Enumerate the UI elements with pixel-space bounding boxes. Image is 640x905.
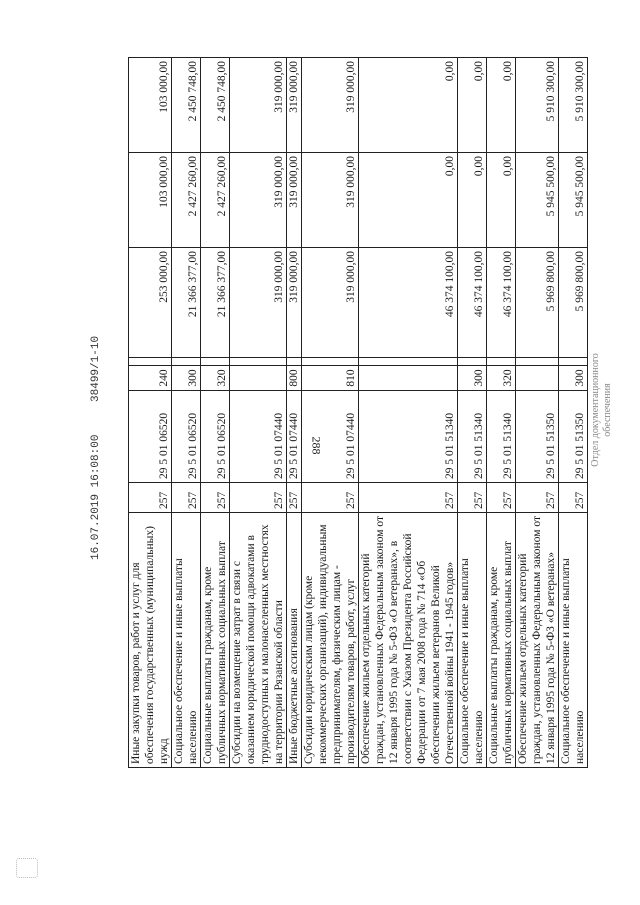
row-csr-cell: 29 5 01 51340 [359,391,458,483]
row-sum3-cell: 5 910 300,00 [559,58,588,153]
rotated-table-container [128,58,588,768]
row-gap-cell [359,358,458,366]
row-gr-cell: 257 [302,483,359,513]
row-name-cell: Субсидии юридическим лицам (кроме некоммерческих организаций), индивидуальным предпринимателям, физическим лицам - производителям товаров, работ, услуг [302,513,359,768]
row-sum2-cell: 319 000,00 [287,153,302,248]
row-sum3-cell: 319 000,00 [230,58,287,153]
row-gap-cell [487,358,516,366]
row-sum2-cell: 2 427 260,00 [201,153,230,248]
row-sum1-cell: 253 000,00 [129,248,172,358]
row-gap-cell [458,358,487,366]
row-sum1-cell: 319 000,00 [302,248,359,358]
table-row [516,58,559,768]
row-gap-cell [201,358,230,366]
row-name-cell: Социальное обеспечение и иные выплаты населению [559,513,588,768]
table-row [129,58,172,768]
row-vr-cell: 320 [487,366,516,391]
row-sum1-cell: 46 374 100,00 [359,248,458,358]
row-sum3-cell: 5 910 300,00 [516,58,559,153]
row-gap-cell [302,358,359,366]
row-sum1-cell: 46 374 100,00 [487,248,516,358]
row-name-cell: Иные закупки товаров, работ и услуг для обеспечения государственных (муниципальных) нужд [129,513,172,768]
document-code: 38499/1-10 [90,335,102,402]
row-sum3-cell: 0,00 [458,58,487,153]
row-name-cell: Субсидии на возмещение затрат в связи с оказанием юридической помощи адвокатами в труднодоступных и малонаселенных местностях на территории Рязанской области [230,513,287,768]
row-vr-cell: 300 [458,366,487,391]
row-gr-cell: 257 [129,483,172,513]
row-csr-cell: 29 5 01 07440 [287,391,302,483]
row-csr-cell: 29 5 01 51350 [516,391,559,483]
row-vr-cell: 240 [129,366,172,391]
row-sum2-cell: 5 945 500,00 [516,153,559,248]
row-gap-cell [230,358,287,366]
row-csr-cell: 29 5 01 06520 [129,391,172,483]
row-gap-cell [172,358,201,366]
row-vr-cell [516,366,559,391]
row-vr-cell [359,366,458,391]
row-vr-cell: 300 [172,366,201,391]
row-gr-cell: 257 [487,483,516,513]
row-sum1-cell: 5 969 800,00 [559,248,588,358]
row-sum1-cell: 5 969 800,00 [516,248,559,358]
seal-mark [16,858,38,878]
row-sum1-cell: 21 366 377,00 [201,248,230,358]
row-gap-cell [516,358,559,366]
row-sum2-cell: 319 000,00 [302,153,359,248]
row-gr-cell: 257 [516,483,559,513]
row-vr-cell: 800 [287,366,302,391]
row-gr-cell: 257 [458,483,487,513]
table-row [230,58,287,768]
row-name-cell: Обеспечение жильем отдельных категорий граждан, установленных Федеральным законом от 12 января 1995 года № 5-ФЗ «О ветеранах» [516,513,559,768]
row-name-cell: Обеспечение жильем отдельных категорий граждан, установленных Федеральным законом от 12 января 1995 года № 5-ФЗ «О ветеранах», в соответствии с Указом Президента Российской Федерации от 7 мая 2008 года № 714 «Об обеспечении жильем ветеранов Великой Отечественной войны 1941 - 1945 годов» [359,513,458,768]
row-csr-cell: 29 5 01 07440 [302,391,359,483]
row-sum3-cell: 0,00 [487,58,516,153]
department-stamp [590,345,614,475]
row-vr-cell: 300 [559,366,588,391]
row-csr-cell: 29 5 01 51350 [559,391,588,483]
row-sum3-cell: 2 450 748,00 [201,58,230,153]
print-timestamp: 16.07.2019 16:08:00 [90,434,102,560]
row-sum1-cell: 46 374 100,00 [458,248,487,358]
row-gap-cell [287,358,302,366]
row-gr-cell: 257 [559,483,588,513]
row-csr-cell: 29 5 01 07440 [230,391,287,483]
row-csr-cell: 29 5 01 51340 [458,391,487,483]
row-sum2-cell: 0,00 [487,153,516,248]
row-gr-cell: 257 [201,483,230,513]
row-sum1-cell: 319 000,00 [287,248,302,358]
row-gap-cell [129,358,172,366]
table-row [458,58,487,768]
row-sum3-cell: 2 450 748,00 [172,58,201,153]
row-gr-cell: 257 [287,483,302,513]
row-sum3-cell: 319 000,00 [287,58,302,153]
row-sum2-cell: 2 427 260,00 [172,153,201,248]
row-csr-cell: 29 5 01 51340 [487,391,516,483]
row-vr-cell [230,366,287,391]
stamp-line-2: обеспечения [602,383,613,437]
row-sum1-cell: 21 366 377,00 [172,248,201,358]
row-gap-cell [559,358,588,366]
row-vr-cell: 320 [201,366,230,391]
row-gr-cell: 257 [359,483,458,513]
row-sum3-cell: 0,00 [359,58,458,153]
row-name-cell: Социальное обеспечение и иные выплаты населению [172,513,201,768]
table-row [172,58,201,768]
page-number: 288 [309,436,324,455]
row-sum3-cell: 103 000,00 [129,58,172,153]
table-row [487,58,516,768]
row-name-cell: Иные бюджетные ассигнования [287,513,302,768]
stamp-line-1: Отдел документационного [590,353,601,467]
row-sum2-cell: 0,00 [458,153,487,248]
row-sum2-cell: 319 000,00 [230,153,287,248]
row-gr-cell: 257 [172,483,201,513]
table-row [302,58,359,768]
row-name-cell: Социальное обеспечение и иные выплаты населению [458,513,487,768]
row-sum2-cell: 0,00 [359,153,458,248]
row-name-cell: Социальные выплаты гражданам, кроме публичных нормативных социальных выплат [487,513,516,768]
row-csr-cell: 29 5 01 06520 [172,391,201,483]
row-csr-cell: 29 5 01 06520 [201,391,230,483]
table-row [359,58,458,768]
row-sum2-cell: 5 945 500,00 [559,153,588,248]
table-row [287,58,302,768]
table-row [559,58,588,768]
row-sum3-cell: 319 000,00 [302,58,359,153]
row-sum2-cell: 103 000,00 [129,153,172,248]
print-footer [90,335,102,560]
row-sum1-cell: 319 000,00 [230,248,287,358]
row-name-cell: Социальные выплаты гражданам, кроме публичных нормативных социальных выплат [201,513,230,768]
row-vr-cell: 810 [302,366,359,391]
table-row [201,58,230,768]
budget-table [128,57,588,768]
row-gr-cell: 257 [230,483,287,513]
